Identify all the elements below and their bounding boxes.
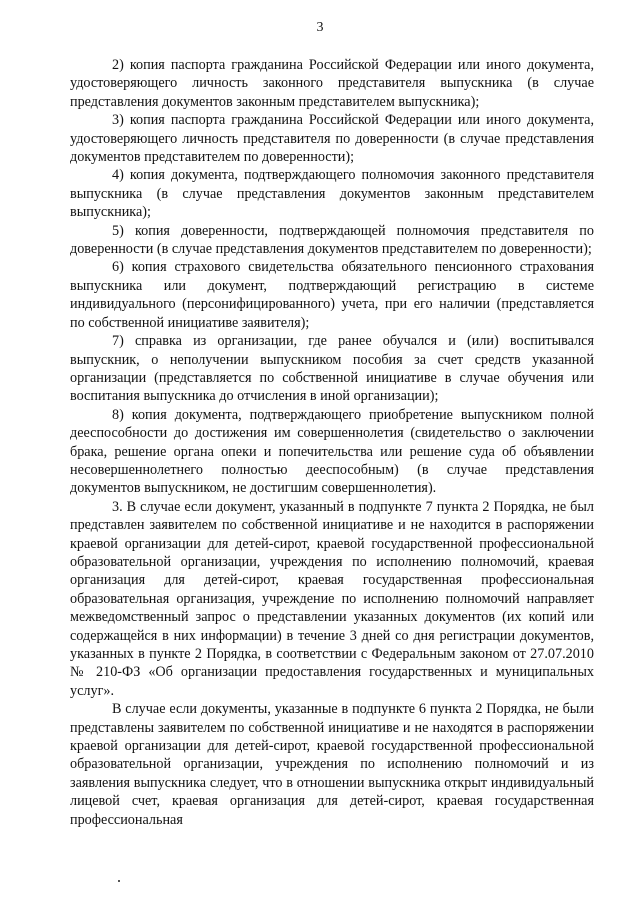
paragraph-item-3: 3) копия паспорта гражданина Российской Федерации или иного документа, удостоверяющего личность представителя по доверенности (в случае представления документов представителем по доверенности); (70, 112, 594, 166)
document-body (70, 56, 594, 829)
paragraph-item-8: 8) копия документа, подтверждающего приобретение выпускником полной дееспособности до достижения им совершеннолетия (свидетельство о заключении брака, решение органа опеки и попечительства или решение суда об объявлении несовершеннолетнего полностью дееспособным) (в случае представления документов выпускником, не достигшим совершеннолетия). (70, 406, 594, 497)
page-number: 3 (316, 20, 324, 35)
paragraph-item-2: 2) копия паспорта гражданина Российской Федерации или иного документа, удостоверяющего личность законного представителя выпускника (в случае представления документов законным представителем выпускника); (70, 57, 594, 110)
paragraph-item-7: 7) справка из организации, где ранее обучался и (или) воспитывался выпускник, о неполучении выпускником пособия за счет средств указанной организации (представляется по собственной инициативе в случае обучения или воспитания выпускника до отчисления в иной организации); (70, 333, 594, 405)
paragraph-item-4: 4) копия документа, подтверждающего полномочия законного представителя выпускника (в случае представления документов законным представителем выпускника); (70, 167, 594, 221)
paragraph-item-6: 6) копия страхового свидетельства обязательного пенсионного страхования выпускника или документ, подтверждающий регистрацию в системе индивидуального (персонифицированного) учета, при его наличии (представляется по собственной инициативе заявителя); (70, 259, 594, 331)
paragraph-clause-3-continued: В случае если документы, указанные в подпункте 6 пункта 2 Порядка, не были представлены заявителем по собственной инициативе и не находятся в распоряжении краевой организации для детей-сирот, краевой государственной профессиональной образовательной организации, учреждения по исполнению полномочий и из заявления выпускника следует, что в отношении выпускника открыт индивидуальный лицевой счет, краевая организация для детей-сирот, краевая государственная профессиональная (70, 701, 594, 828)
scan-dot (118, 880, 120, 882)
paragraph-item-5: 5) копия доверенности, подтверждающей полномочия представителя по доверенности (в случае представления документов представителем по доверенности); (70, 222, 594, 258)
paragraph-clause-3: 3. В случае если документ, указанный в подпункте 7 пункта 2 Порядка, не был представлен заявителем по собственной инициативе и не находится в распоряжении краевой организации для детей-сирот, краевой государственной профессиональной образовательной организации, учреждения по исполнению полномочий, краевая организация для детей-сирот, краевая государственная профессиональная образовательная организация, учреждение по исполнению полномочий направляет межведомственный запрос о представлении указанных документов (их копий или содержащейся в них информации) в течение 3 дней со дня регистрации документов, указанных в пункте 2 Порядка, в соответствии с Федеральным законом от 27.07.2010 № 210-ФЗ «Об организации предоставления государственных и муниципальных услуг». (70, 498, 594, 699)
